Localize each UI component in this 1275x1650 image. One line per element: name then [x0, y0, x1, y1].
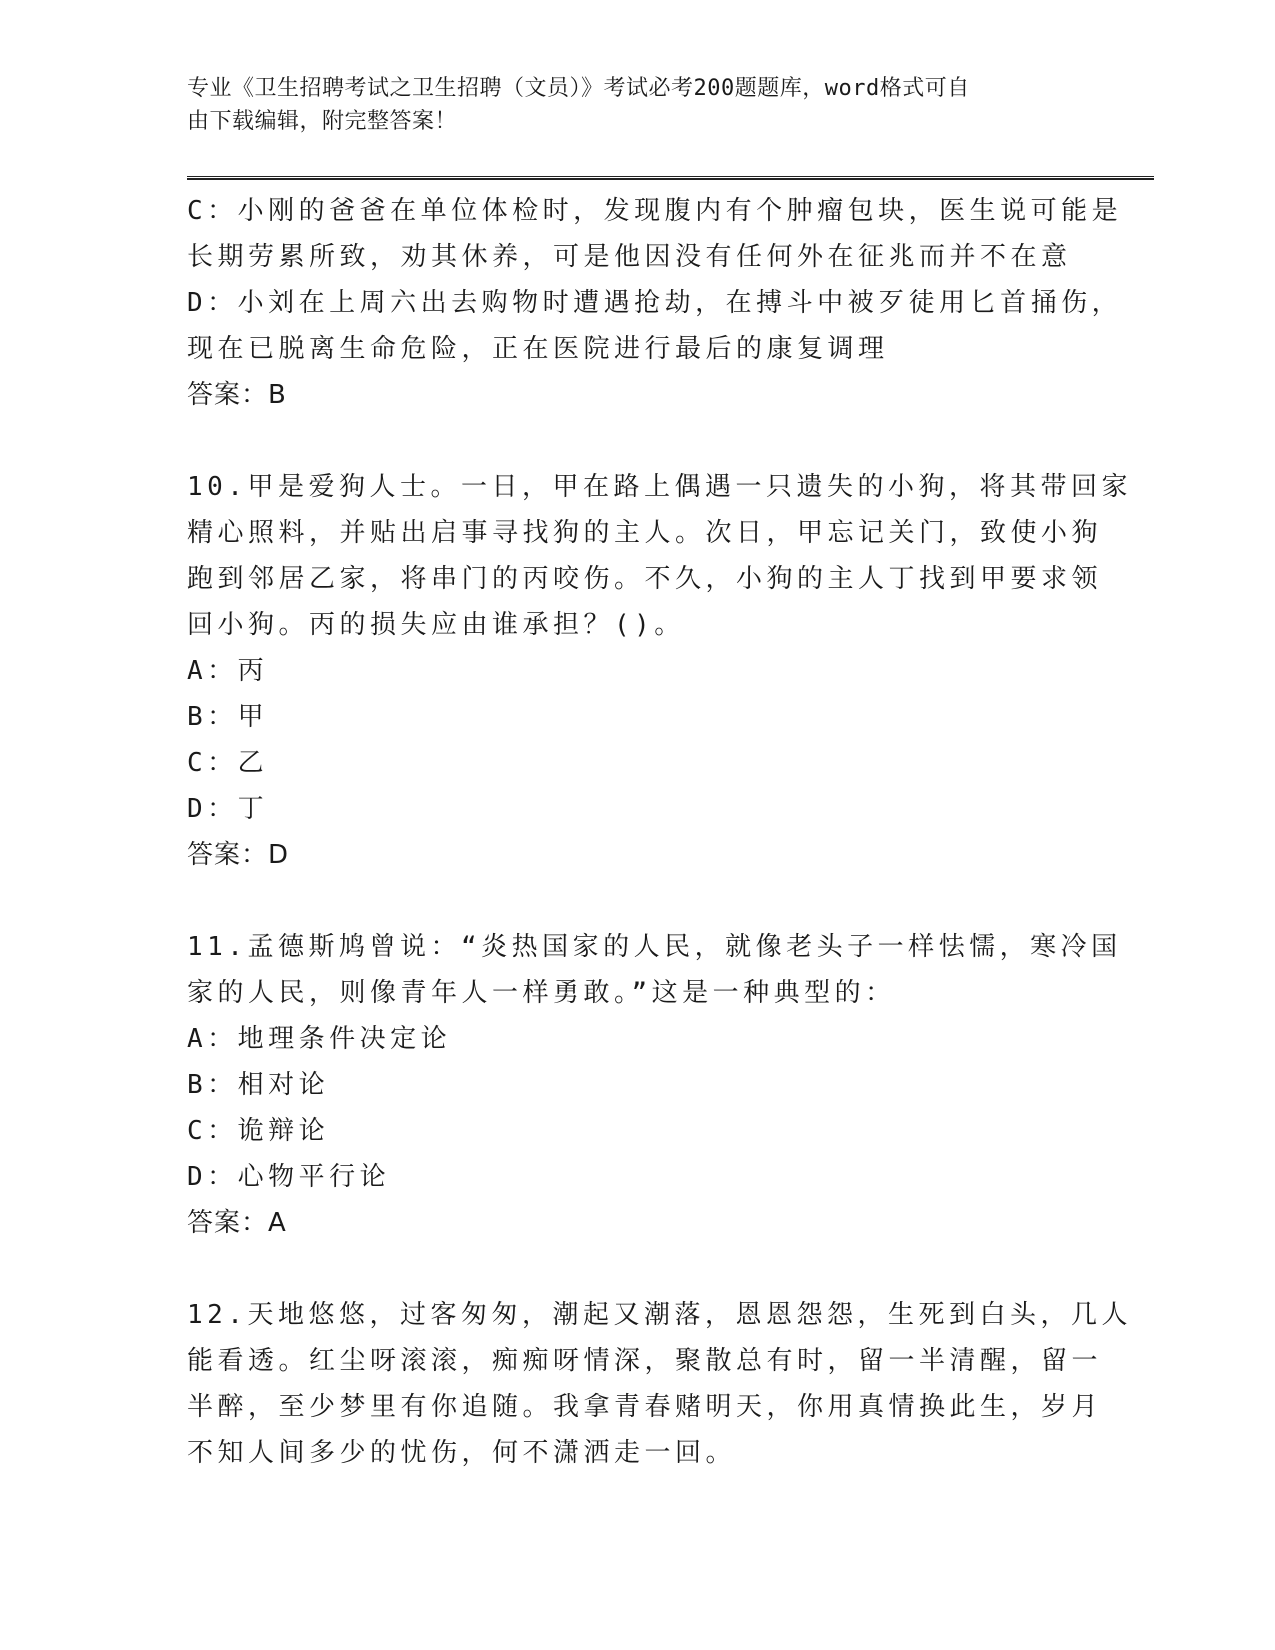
answer-label: 答案：A [187, 1208, 287, 1238]
header-line-2: 由下载编辑，附完整答案！ [187, 109, 458, 134]
question-stem-line: 不知人间多少的忧伤，何不潇洒走一回。 [187, 1438, 737, 1468]
question-stem-line: 11.孟德斯鸠曾说：“炎热国家的人民，就像老头子一样怯懦，寒冷国 [187, 932, 1122, 962]
question-stem-line: 家的人民，则像青年人一样勇敢。”这是一种典型的： [187, 978, 896, 1008]
option-c-line-1: C：小刚的爸爸在单位体检时，发现腹内有个肿瘤包块，医生说可能是 [187, 196, 1123, 226]
question-stem-line: 精心照料，并贴出启事寻找狗的主人。次日，甲忘记关门，致使小狗 [187, 518, 1103, 548]
option-d: D：丁 [187, 794, 269, 824]
answer-label: 答案：B [187, 380, 287, 410]
header-line-1: 专业《卫生招聘考试之卫生招聘（文员）》考试必考200题题库，word格式可自 [187, 76, 970, 101]
option-a: A：丙 [187, 656, 269, 686]
option-c: C：乙 [187, 748, 269, 778]
question-stem-line: 跑到邻居乙家，将串门的丙咬伤。不久，小狗的主人丁找到甲要求领 [187, 564, 1103, 594]
question-stem-line: 半醉，至少梦里有你追随。我拿青春赌明天，你用真情换此生，岁月 [187, 1392, 1103, 1422]
question-stem-line: 12.天地悠悠，过客匆匆，潮起又潮落，恩恩怨怨，生死到白头，几人 [187, 1300, 1132, 1330]
question-12 [187, 1292, 1132, 1476]
option-d: D：心物平行论 [187, 1162, 391, 1192]
option-c-line-2: 长期劳累所致，劝其休养，可是他因没有任何外在征兆而并不在意 [187, 242, 1072, 272]
spacer [187, 418, 1087, 464]
question-10 [187, 464, 1132, 878]
previous-question-continuation [187, 188, 1123, 418]
header-divider [187, 176, 1154, 180]
question-stem-line: 10.甲是爱狗人士。一日，甲在路上偶遇一只遗失的小狗，将其带回家 [187, 472, 1132, 502]
spacer [187, 878, 1087, 924]
document-header [187, 72, 1067, 138]
option-a: A：地理条件决定论 [187, 1024, 452, 1054]
question-content [187, 188, 1132, 1476]
option-d-line-1: D：小刘在上周六出去购物时遭遇抢劫，在搏斗中被歹徒用匕首捅伤， [187, 288, 1123, 318]
question-stem-line: 回小狗。丙的损失应由谁承担？()。 [187, 610, 685, 640]
question-11 [187, 924, 1122, 1246]
option-b: B：甲 [187, 702, 269, 732]
option-b: B：相对论 [187, 1070, 330, 1100]
option-d-line-2: 现在已脱离生命危险，正在医院进行最后的康复调理 [187, 334, 889, 364]
spacer [187, 1246, 1087, 1292]
answer-label: 答案：D [187, 840, 290, 870]
option-c: C：诡辩论 [187, 1116, 330, 1146]
question-stem-line: 能看透。红尘呀滚滚，痴痴呀情深，聚散总有时，留一半清醒，留一 [187, 1346, 1103, 1376]
